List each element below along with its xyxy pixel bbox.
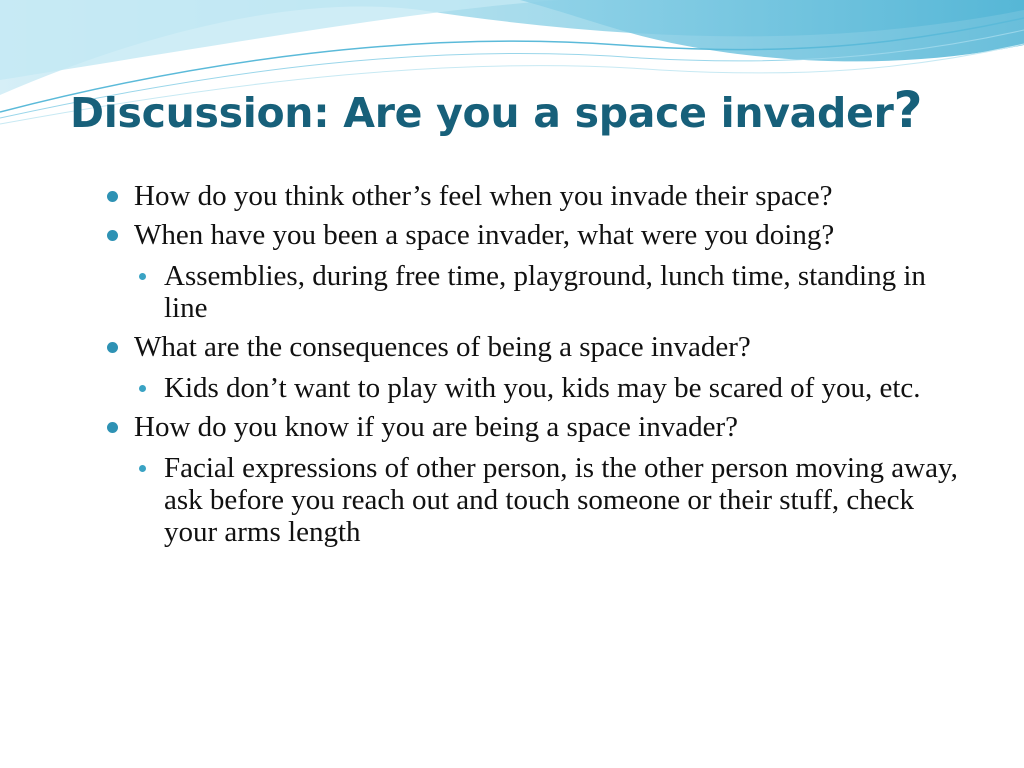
- sub-bullet-list: [134, 452, 966, 548]
- bullet-item: [106, 219, 966, 324]
- sub-bullet-list: [134, 372, 966, 404]
- sub-bullet-item: [134, 372, 966, 404]
- sub-bullet-item: [134, 452, 966, 548]
- bullet-item: [106, 180, 966, 212]
- sub-bullet-text: Kids don’t want to play with you, kids may be scared of you, etc.: [164, 372, 921, 404]
- bullet-text: What are the consequences of being a space invader?: [134, 331, 751, 363]
- bullet-item: [106, 411, 966, 548]
- sub-bullet-text: Facial expressions of other person, is the other person moving away, ask before you reach out and touch someone or their stuff, check your arms length: [164, 452, 958, 548]
- sub-bullet-list: [134, 260, 966, 324]
- bullet-list: [106, 180, 966, 555]
- sub-bullet-text: Assemblies, during free time, playground, lunch time, standing in line: [164, 260, 926, 324]
- sub-bullet-dot-icon: [139, 465, 146, 472]
- sub-bullet-item: [134, 260, 966, 324]
- bullet-dot-icon: [107, 191, 118, 202]
- sub-bullet-dot-icon: [139, 273, 146, 280]
- title-text: Discussion: Are you a space invader: [70, 89, 894, 137]
- bullet-dot-icon: [107, 422, 118, 433]
- slide-title: [70, 82, 1000, 140]
- bullet-dot-icon: [107, 342, 118, 353]
- bullet-text: How do you know if you are being a space invader?: [134, 411, 738, 443]
- bullet-text: When have you been a space invader, what were you doing?: [134, 219, 835, 251]
- bullet-dot-icon: [107, 230, 118, 241]
- bullet-text: How do you think other’s feel when you invade their space?: [134, 180, 833, 212]
- title-question-mark: ?: [893, 81, 923, 139]
- sub-bullet-dot-icon: [139, 385, 146, 392]
- bullet-item: [106, 331, 966, 404]
